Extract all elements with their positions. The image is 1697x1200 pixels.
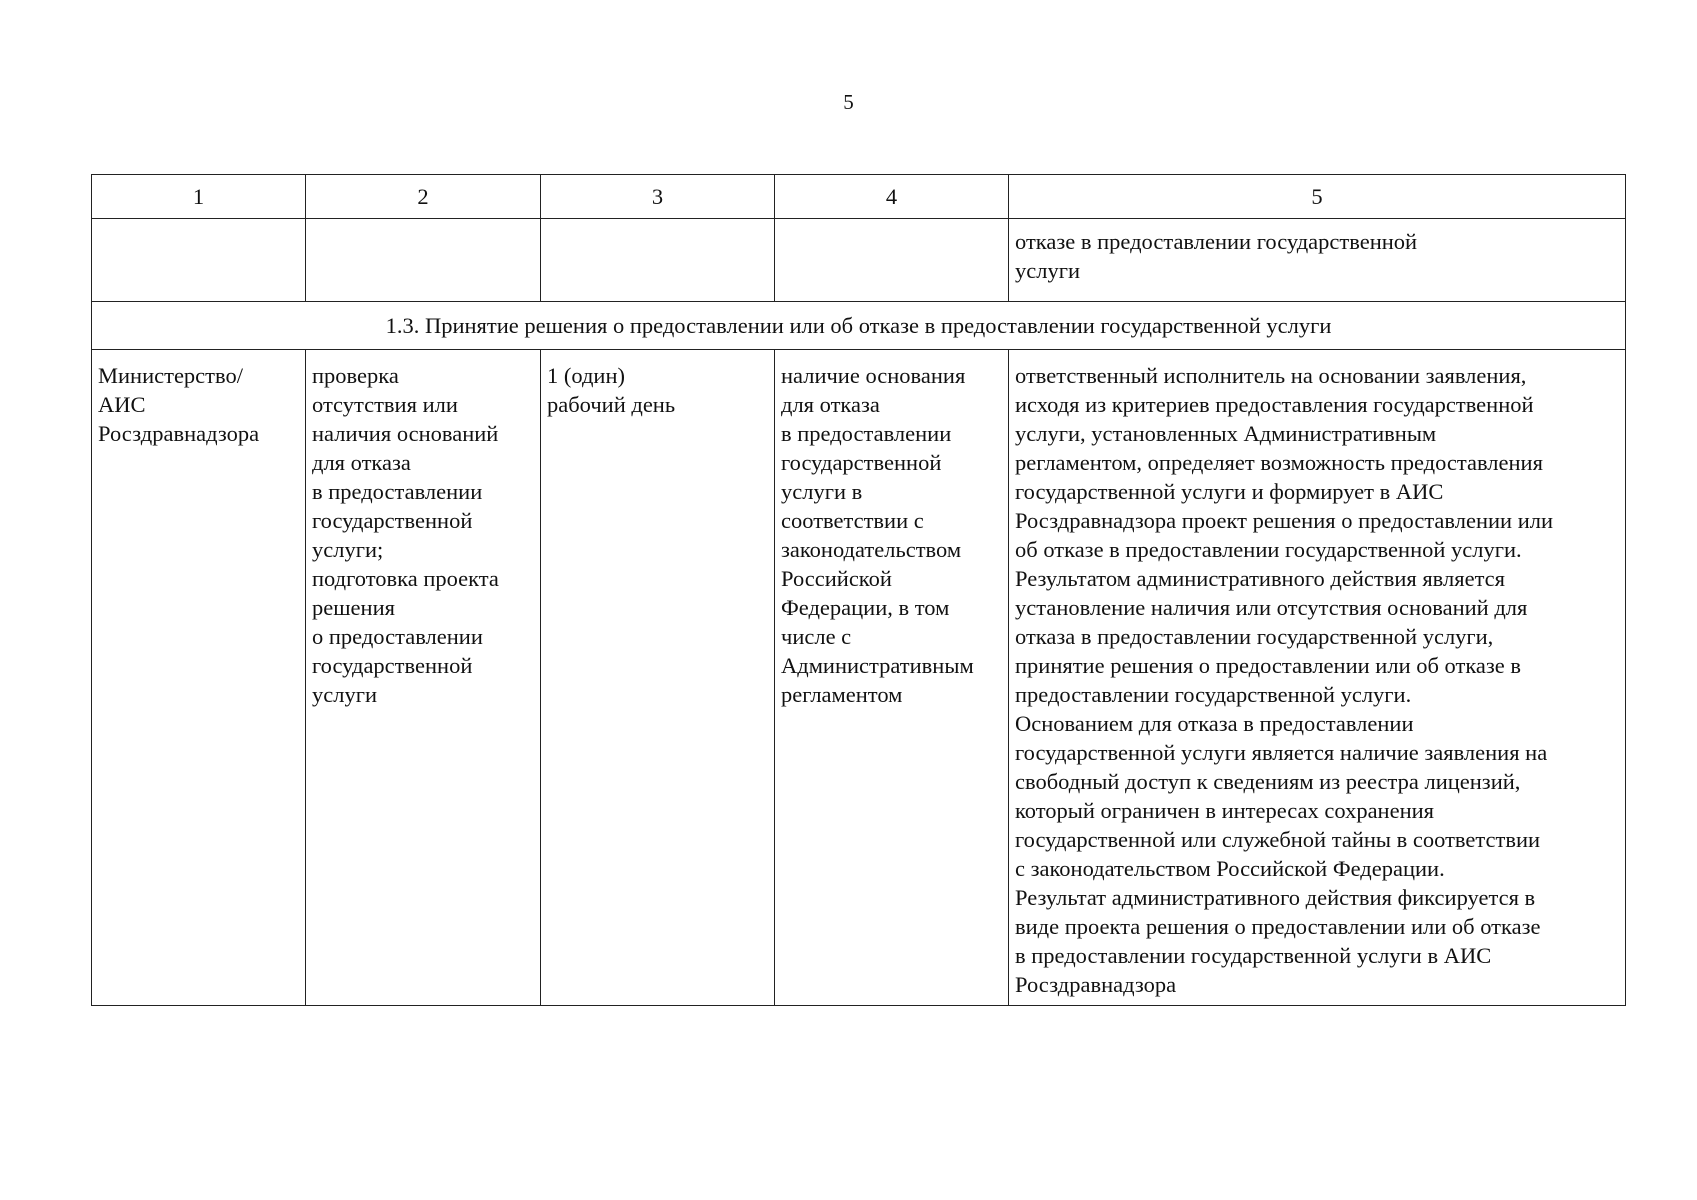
column-header-4: 4 <box>775 175 1009 219</box>
table-cell <box>775 219 1009 302</box>
section-title: 1.3. Принятие решения о предоставлении или об отказе в предоставлении государственной услуги <box>92 302 1626 350</box>
column-header-2: 2 <box>306 175 541 219</box>
table-cell <box>541 219 775 302</box>
table-row <box>92 350 1626 1006</box>
section-heading-row <box>92 302 1626 350</box>
column-header-5: 5 <box>1009 175 1626 219</box>
table-header-row <box>92 175 1626 219</box>
action-cell: проверка отсутствия или наличия оснований для отказа в предоставлении государственной услуги; подготовка проекта решения о предоставлении государственной услуги <box>306 350 541 1006</box>
column-header-3: 3 <box>541 175 775 219</box>
table-cell <box>92 219 306 302</box>
page-number: 5 <box>843 90 854 114</box>
column-header-1: 1 <box>92 175 306 219</box>
duration-cell: 1 (один) рабочий день <box>541 350 775 1006</box>
executor-cell: Министерство/ АИС Росздравнадзора <box>92 350 306 1006</box>
procedure-table <box>91 174 1626 1006</box>
criteria-cell: наличие основания для отказа в предоставлении государственной услуги в соответствии с законодательством Российской Федерации, в том числе с Административным регламентом <box>775 350 1009 1006</box>
continued-result-cell: отказе в предоставлении государственной услуги <box>1009 219 1626 302</box>
table-cell <box>306 219 541 302</box>
result-cell: ответственный исполнитель на основании заявления, исходя из критериев предоставления государственной услуги, установленных Административным регламентом, определяет возможность предоставления государственной услуги и формирует в АИС Росздравнадзора проект решения о предоставлении или об отказе в предоставлении государственной услуги. Результатом административного действия является установление наличия или отсутствия оснований для отказа в предоставлении государственной услуги, принятие решения о предоставлении или об отказе в предоставлении государственной услуги. Основанием для отказа в предоставлении государственной услуги является наличие заявления на свободный доступ к сведениям из реестра лицензий, который ограничен в интересах сохранения государственной или служебной тайны в соответствии с законодательством Российской Федерации. Результат административного действия фиксируется в виде проекта решения о предоставлении или об отказе в предоставлении государственной услуги в АИС Росздравнадзора <box>1009 350 1626 1006</box>
table-row <box>92 219 1626 302</box>
